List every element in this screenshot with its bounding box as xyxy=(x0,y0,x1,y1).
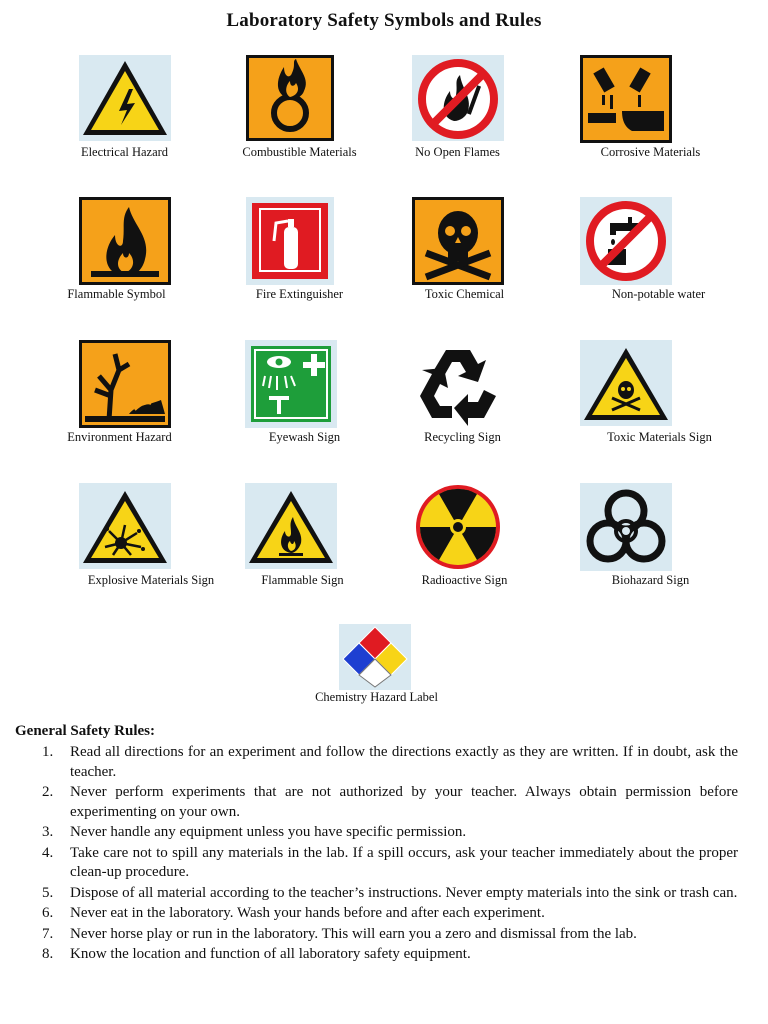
symbol-label: Flammable Sign xyxy=(261,573,344,587)
safety-rules-list xyxy=(0,743,738,966)
non-potable-water-icon xyxy=(580,197,672,285)
rule-item: 2. Never perform experiments that are not authorized by your teacher. Always obtain permission before experimenting on your own. xyxy=(42,784,738,820)
rule-item: 5. Dispose of all material according to the teacher’s instructions. Never empty materials into the sink or trash can. xyxy=(42,884,738,901)
toxic-materials-icon xyxy=(580,340,672,426)
fire-extinguisher-icon xyxy=(246,197,334,285)
recycling-icon xyxy=(412,340,504,428)
combustible-icon xyxy=(246,55,334,141)
symbol-label: Environment Hazard xyxy=(67,430,172,444)
rule-item: 7. Never horse play or run in the laboratory. This will earn you a zero and dismissal from the lab. xyxy=(42,925,637,942)
symbol-label: Chemistry Hazard Label xyxy=(315,690,438,704)
symbol-label: No Open Flames xyxy=(415,145,500,159)
rule-item: 8. Know the location and function of all laboratory safety equipment. xyxy=(42,946,471,962)
electrical-hazard-icon xyxy=(79,55,171,141)
symbol-label: Flammable Symbol xyxy=(67,287,166,301)
rules-heading: General Safety Rules: xyxy=(15,723,155,739)
symbol-label: Eyewash Sign xyxy=(268,430,341,444)
symbol-label: Combustible Materials xyxy=(242,145,357,159)
no-open-flames-icon xyxy=(412,55,504,141)
flammable-symbol-icon xyxy=(79,197,171,285)
biohazard-icon xyxy=(580,483,672,571)
symbol-label: Recycling Sign xyxy=(424,430,501,444)
rule-item: 1. Read all directions for an experiment and follow the directions exactly as they are written. If in doubt, ask the teacher. xyxy=(42,744,738,780)
symbol-label: Biohazard Sign xyxy=(611,573,690,587)
eyewash-icon xyxy=(245,340,337,428)
symbol-label: Toxic Chemical xyxy=(424,287,505,301)
rule-item: 4. Take care not to spill any materials in the lab. If a spill occurs, ask your teacher immediately about the proper clean-up procedure. xyxy=(42,844,738,880)
rule-item: 6. Never eat in the laboratory. Wash your hands before and after each experiment. xyxy=(42,905,545,921)
flammable-sign-icon xyxy=(245,483,337,569)
rule-item: 3. Never handle any equipment unless you have specific permission. xyxy=(42,824,467,840)
symbol-label: Radioactive Sign xyxy=(421,573,508,587)
radioactive-icon xyxy=(412,483,504,571)
symbol-label: Explosive Materials Sign xyxy=(87,573,215,587)
symbol-label: Electrical Hazard xyxy=(80,145,169,159)
explosive-icon xyxy=(79,483,171,569)
chemistry-hazard-label-icon xyxy=(339,624,411,690)
symbol-label: Non-potable water xyxy=(611,287,706,301)
page-title: Laboratory Safety Symbols and Rules xyxy=(226,10,542,31)
symbol-label: Toxic Materials Sign xyxy=(607,430,712,444)
toxic-chemical-icon xyxy=(412,197,504,285)
symbol-label: Fire Extinguisher xyxy=(255,287,344,301)
symbol-label: Corrosive Materials xyxy=(600,145,701,159)
environment-hazard-icon xyxy=(79,340,171,428)
corrosive-icon xyxy=(580,55,672,143)
